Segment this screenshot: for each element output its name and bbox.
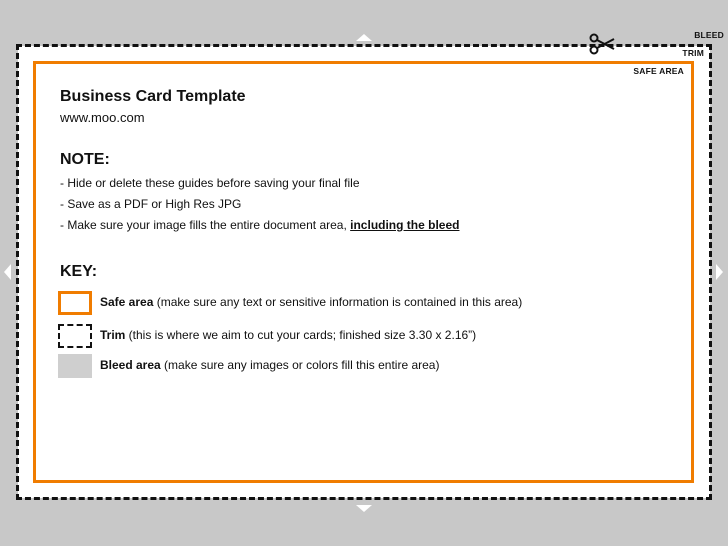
note-item-text: - Make sure your image fills the entire document area, — [60, 218, 351, 232]
bleed-area-swatch — [58, 354, 92, 378]
key-row-safe-area — [58, 291, 678, 315]
key-description: (this is where we aim to cut your cards; finished size 3.30 x 2.16”) — [125, 328, 477, 342]
arrow-up-icon[interactable] — [356, 34, 372, 41]
key-row-trim — [58, 324, 678, 348]
key-label: Safe area — [100, 295, 154, 309]
key-label: Trim — [100, 328, 126, 342]
note-item — [60, 218, 459, 232]
arrow-left-icon[interactable] — [4, 264, 11, 280]
note-heading: NOTE: — [60, 151, 110, 168]
key-description: (make sure any images or colors fill this entire area) — [160, 358, 440, 372]
safe-area-label: SAFE AREA — [633, 66, 684, 76]
arrow-down-icon[interactable] — [356, 505, 372, 512]
note-item: - Hide or delete these guides before saving your final file — [60, 176, 360, 190]
website-url: www.moo.com — [60, 110, 145, 125]
note-item-emphasis: including the bleed — [350, 218, 460, 232]
key-text — [100, 295, 522, 309]
safe-area-swatch — [58, 291, 92, 315]
trim-swatch — [58, 324, 92, 348]
key-text — [100, 358, 439, 372]
arrow-right-icon[interactable] — [716, 264, 723, 280]
note-item: - Save as a PDF or High Res JPG — [60, 197, 242, 211]
key-row-bleed-area — [58, 354, 678, 378]
trim-label: TRIM — [682, 48, 704, 58]
key-label: Bleed area — [100, 358, 161, 372]
key-description: (make sure any text or sensitive information is contained in this area) — [153, 295, 523, 309]
bleed-label: BLEED — [694, 30, 724, 40]
scissors-icon — [589, 33, 615, 55]
key-text — [100, 328, 476, 342]
key-heading: KEY: — [60, 263, 98, 280]
page-title: Business Card Template — [60, 88, 246, 105]
